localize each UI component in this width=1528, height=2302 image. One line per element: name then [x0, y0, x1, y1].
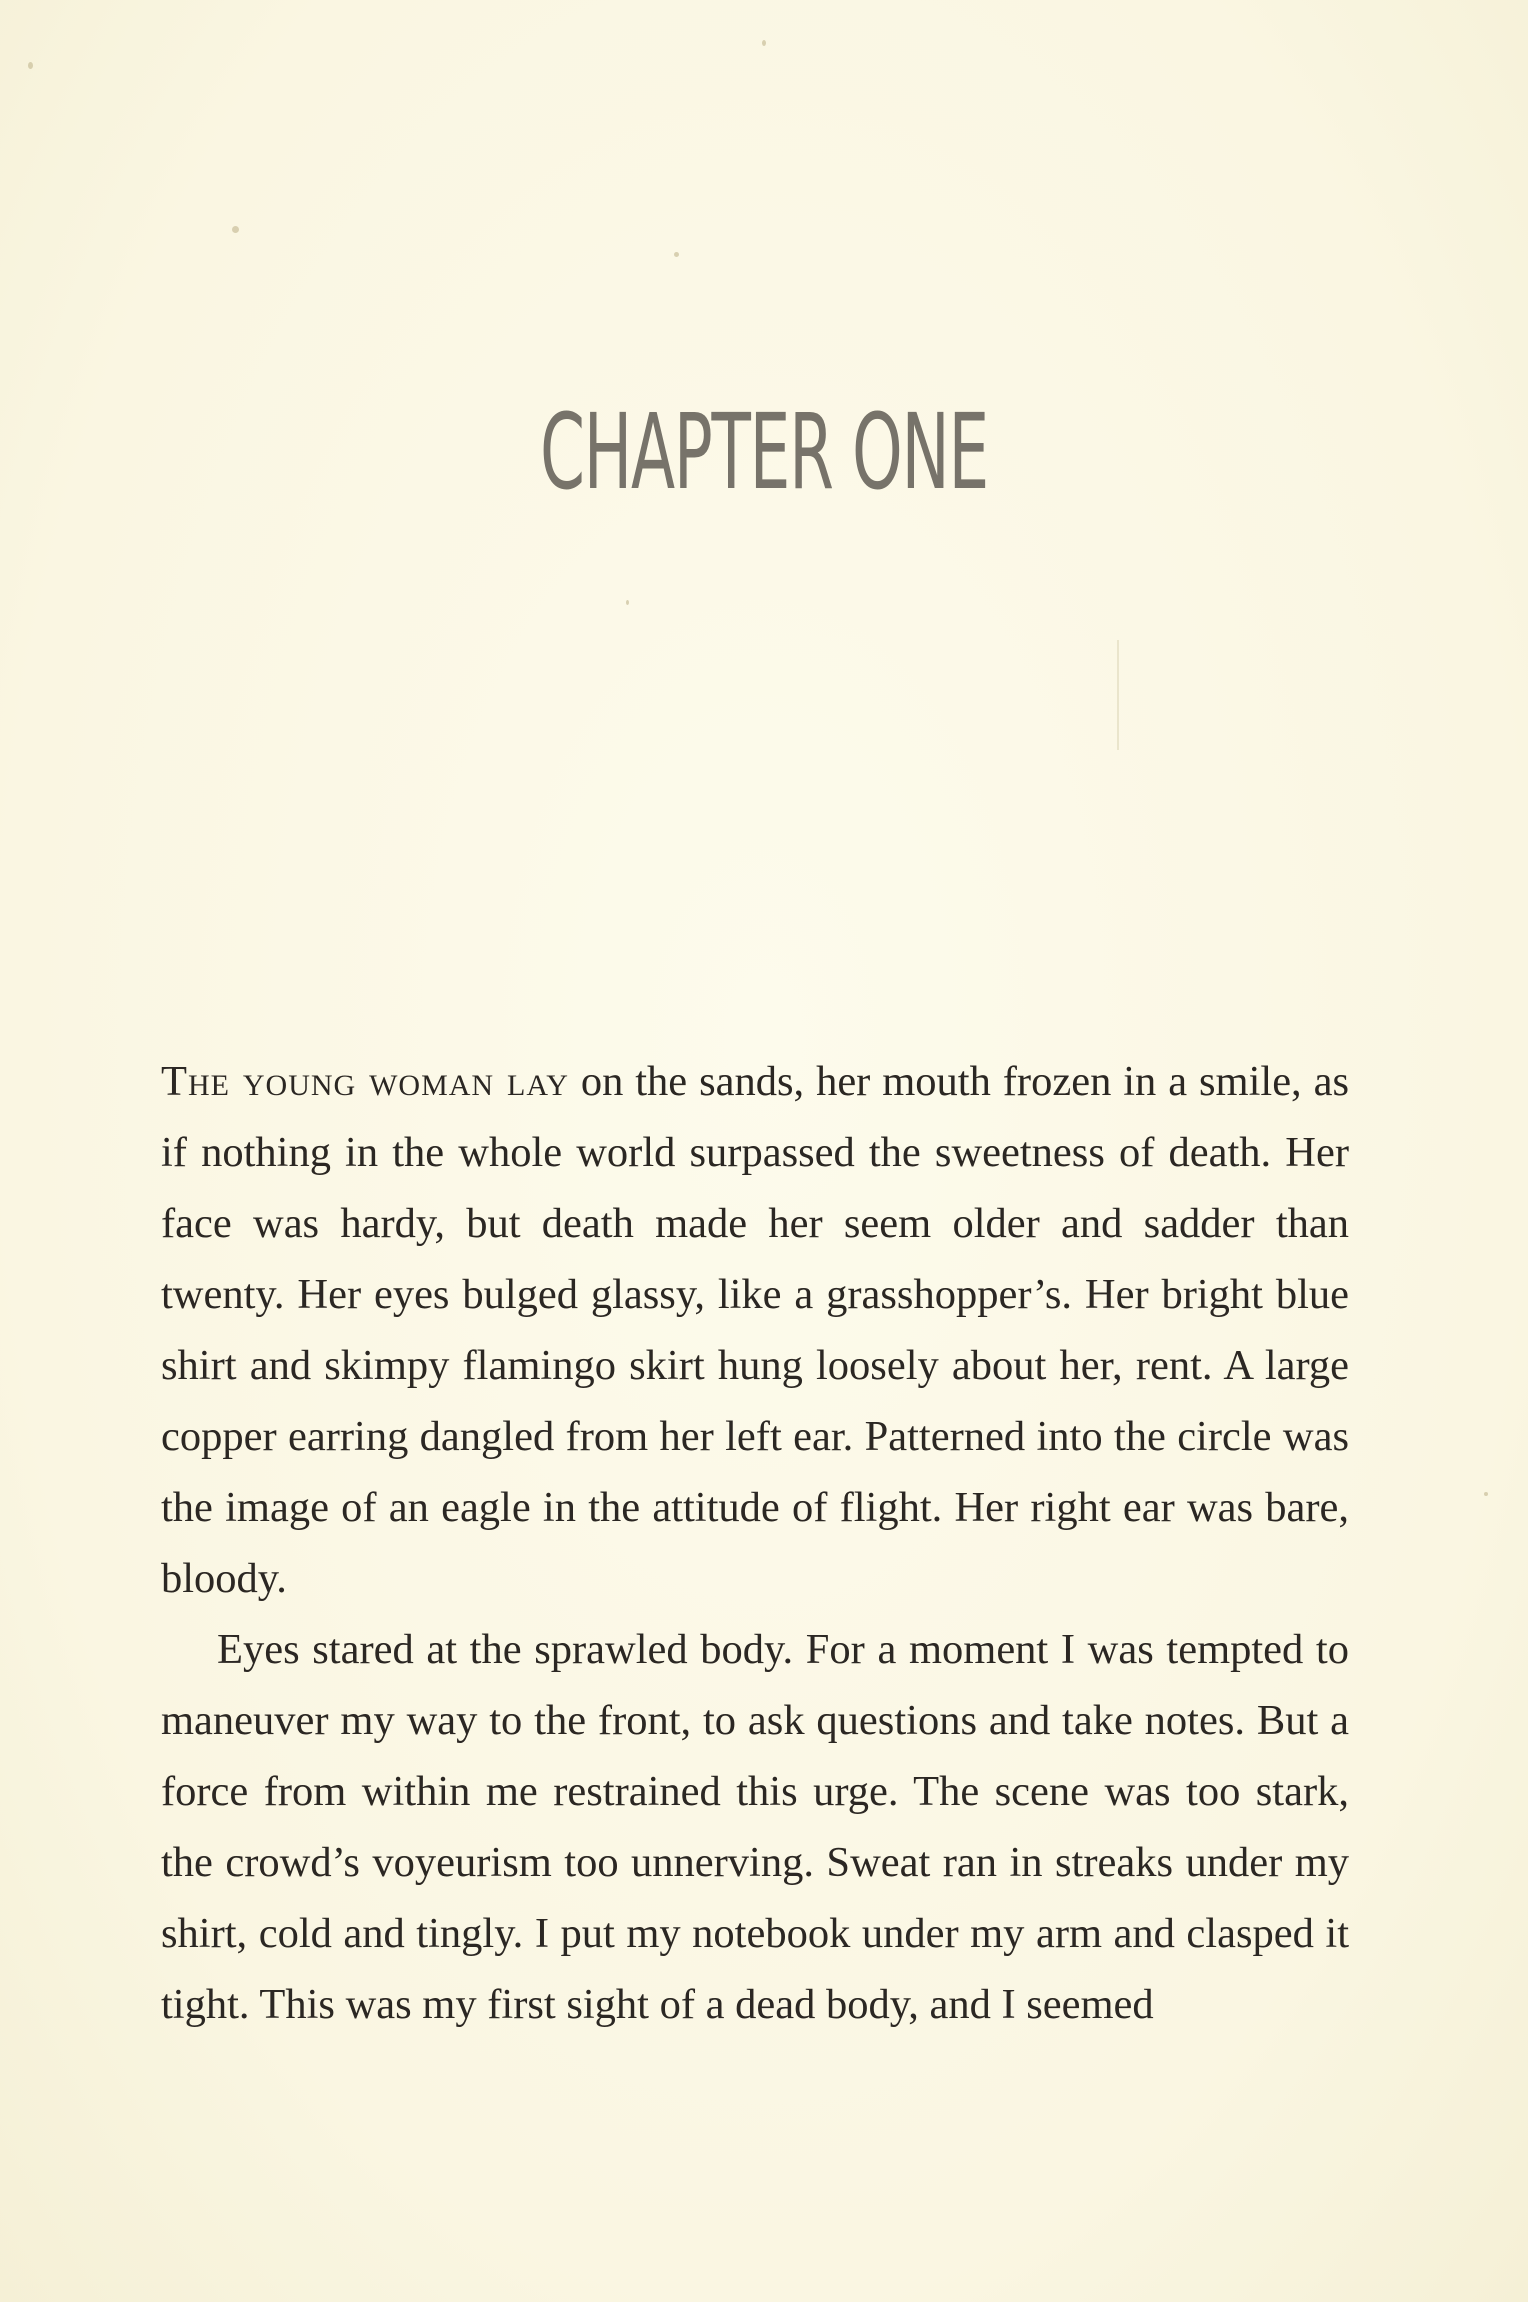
scan-mark: [1117, 640, 1119, 750]
chapter-body: [161, 1046, 1349, 2040]
paper-speck: [1484, 1492, 1488, 1496]
paper-speck: [232, 226, 239, 233]
paragraph-2: [161, 1614, 1349, 2040]
chapter-heading: CHAPTER ONE: [539, 390, 989, 513]
paragraph-1: [161, 1046, 1349, 1614]
paragraph-text: Eyes stared at the sprawled body. For a moment I was tempted to maneuver my way to the front, to ask questions and take notes. But a force from within me restrained this urge. The scene was too stark, the crowd’s voyeurism too unnerving. Sweat ran in streaks under my shirt, cold and tingly. I put my notebook under my arm and clasped it tight. This was my first sight of a dead body, and I seemed: [161, 1626, 1349, 2028]
paper-speck: [674, 252, 679, 257]
paper-speck: [28, 62, 33, 69]
paper-speck: [626, 600, 629, 605]
paper-speck: [762, 40, 766, 46]
paragraph-text: on the sands, her mouth frozen in a smile, as if nothing in the whole world surpassed the sweetness of death. Her face was hardy, but death made her seem older and sadder than twenty. Her eyes bulged glassy, like a grasshopper’s. Her bright blue shirt and skimpy flamingo skirt hung loosely about her, rent. A large copper earring dangled from her left ear. Patterned into the circle was the image of an eagle in the attitude of flight. Her right ear was bare, bloody.: [161, 1058, 1349, 1602]
paragraph-lead-in: The young woman lay: [161, 1058, 569, 1105]
